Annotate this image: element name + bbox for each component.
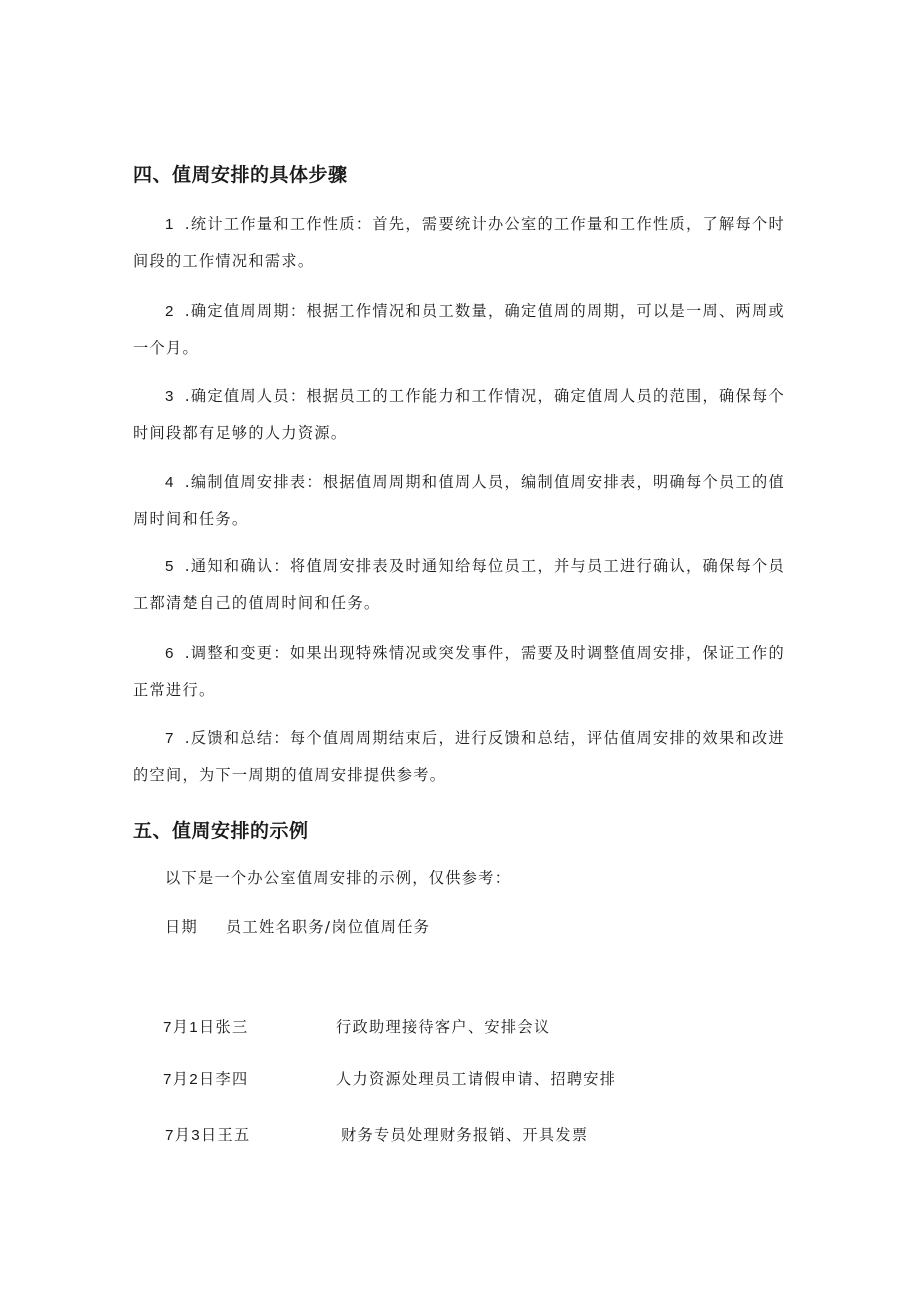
step-number: 4 bbox=[165, 474, 175, 491]
section-4-title: 四、值周安排的具体步骤 bbox=[133, 164, 348, 186]
step-number: 1 bbox=[165, 216, 175, 233]
step-2 bbox=[133, 293, 785, 366]
row-task: 财务专员处理财务报销、开具发票 bbox=[341, 1126, 589, 1144]
step-1 bbox=[133, 206, 785, 279]
row-date-name: 7月3日王五 bbox=[165, 1127, 251, 1144]
step-7 bbox=[133, 720, 785, 793]
step-number: 6 bbox=[165, 645, 175, 662]
table-row bbox=[165, 1124, 685, 1146]
step-text: .确定值周周期：根据工作情况和员工数量，确定值周的周期，可以是一周、两周或一个月。 bbox=[133, 302, 785, 357]
step-6 bbox=[133, 635, 785, 708]
table-row bbox=[163, 1016, 683, 1038]
example-intro: 以下是一个办公室值周安排的示例，仅供参考： bbox=[165, 869, 512, 887]
step-5 bbox=[133, 548, 785, 621]
step-text: .反馈和总结：每个值周周期结束后，进行反馈和总结，评估值周安排的效果和改进的空间，为下一周期的值周安排提供参考。 bbox=[133, 729, 785, 784]
table-header bbox=[165, 916, 430, 937]
row-task: 行政助理接待客户、安排会议 bbox=[336, 1018, 551, 1036]
step-4 bbox=[133, 464, 785, 537]
step-number: 5 bbox=[165, 558, 175, 575]
step-number: 2 bbox=[165, 303, 175, 320]
step-number: 7 bbox=[165, 730, 175, 747]
step-text: .编制值周安排表：根据值周周期和值周人员，编制值周安排表，明确每个员工的值周时间和任务。 bbox=[133, 473, 785, 528]
step-number: 3 bbox=[165, 388, 175, 405]
row-task: 人力资源处理员工请假申请、招聘安排 bbox=[336, 1070, 617, 1088]
step-text: .确定值周人员：根据员工的工作能力和工作情况，确定值周人员的范围，确保每个时间段都有足够的人力资源。 bbox=[133, 387, 785, 442]
step-text: .通知和确认：将值周安排表及时通知给每位员工，并与员工进行确认，确保每个员工都清楚自己的值周时间和任务。 bbox=[133, 557, 785, 612]
row-date-name: 7月1日张三 bbox=[163, 1019, 249, 1036]
step-text: .调整和变更：如果出现特殊情况或突发事件，需要及时调整值周安排，保证工作的正常进行。 bbox=[133, 644, 785, 699]
header-columns: 员工姓名职务/岗位值周任务 bbox=[225, 918, 431, 936]
header-date: 日期 bbox=[165, 918, 198, 936]
step-text: .统计工作量和工作性质：首先，需要统计办公室的工作量和工作性质，了解每个时间段的工作情况和需求。 bbox=[133, 215, 785, 270]
table-row bbox=[163, 1068, 683, 1090]
step-3 bbox=[133, 378, 785, 451]
section-5-title: 五、值周安排的示例 bbox=[133, 820, 309, 842]
row-date-name: 7月2日李四 bbox=[163, 1071, 249, 1088]
